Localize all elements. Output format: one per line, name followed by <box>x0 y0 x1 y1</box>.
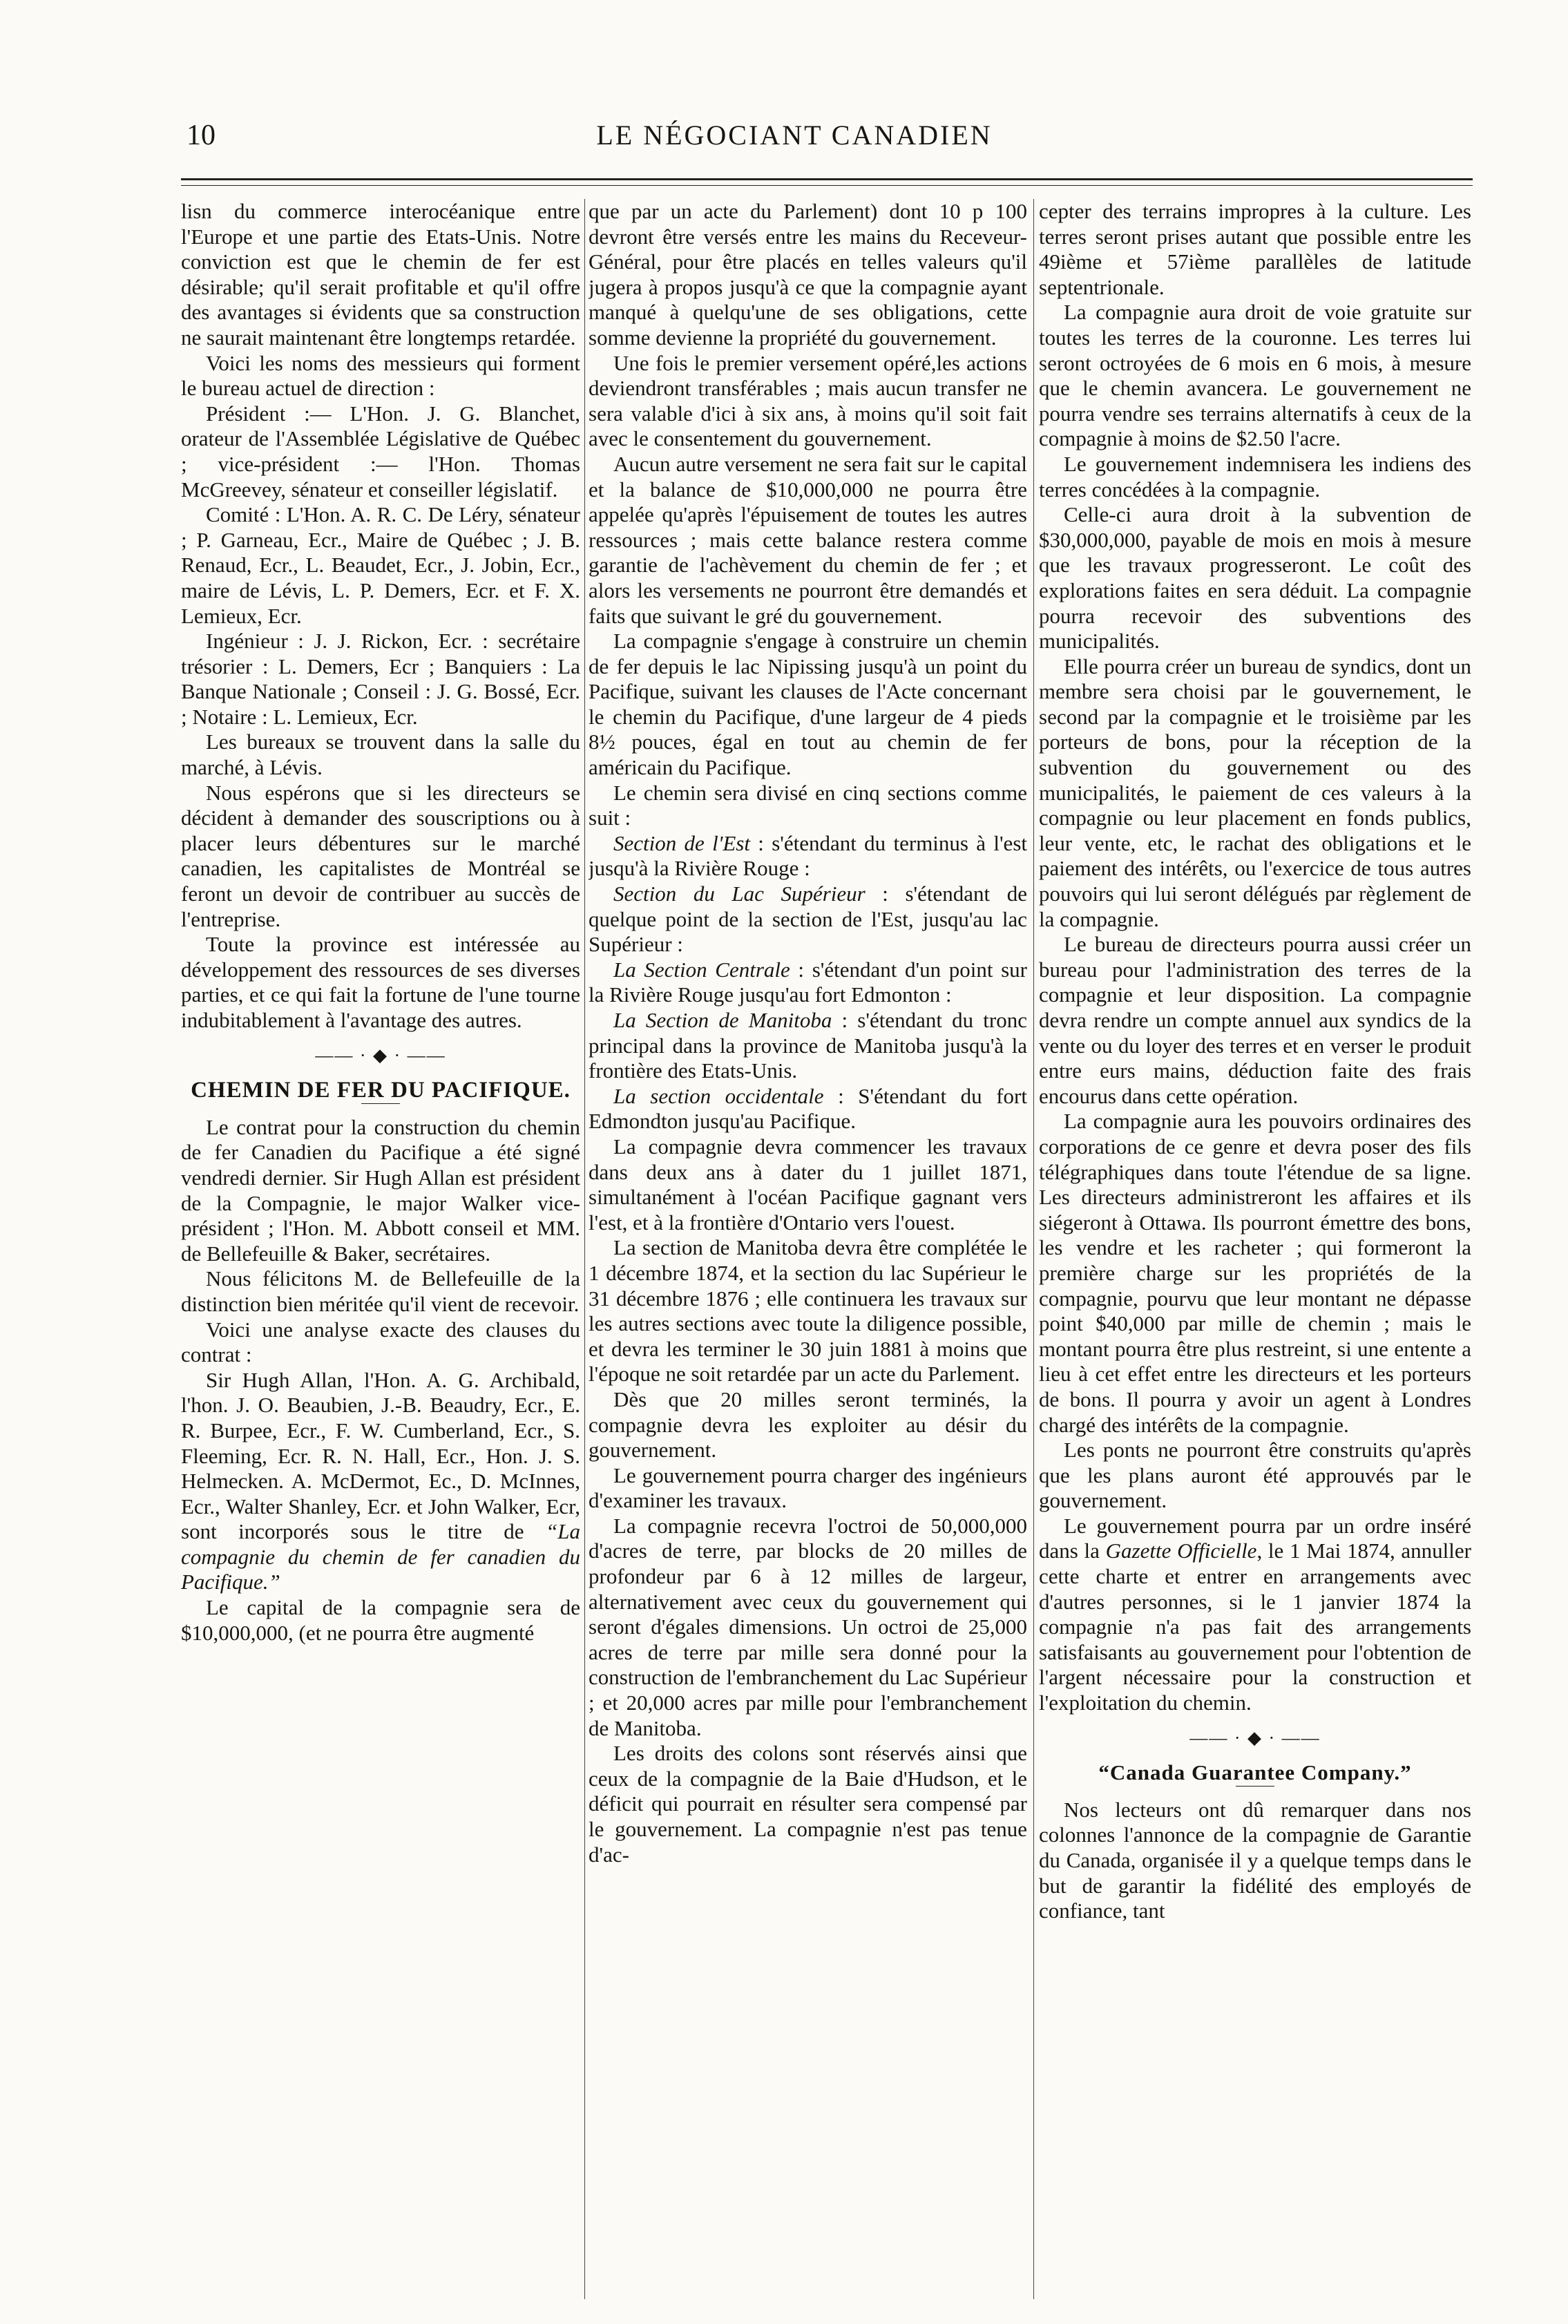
paragraph: Nous félicitons M. de Bellefeuille de la distinction bien méritée qu'il vient de recevoir. <box>181 1266 580 1316</box>
section-text: : s'étendant du tronc principal dans la province de Manitoba jusqu'à la frontière des Etats-Unis. <box>589 1008 1027 1083</box>
italic-title: “La compagnie du chemin de fer canadien du Pacifique.” <box>181 1519 580 1594</box>
section-label: La Section Centrale <box>613 957 790 982</box>
paragraph: La compagnie s'engage à construire un chemin de fer depuis le lac Nipissing jusqu'à un point du Pacifique, suivant les clauses de l'Acte concernant le chemin du Pacifique, d'une largeur de 4 pieds 8½ pouces, égal en tout au chemin de fer américain du Pacifique. <box>589 629 1027 780</box>
section-label: Section de l'Est <box>613 830 750 855</box>
paragraph: Elle pourra créer un bureau de syndics, dont un membre sera choisi par le gouvernement, le second par la compagnie et le troisième par les porteurs de bons, pour la réception de la subvention du gouvernement ou des municipalités, le paiement de ces valeurs à la compagnie ou leur placement en fonds publics, leur vente, etc, le rachat des obligations et le paiement des intérêts, ou l'exercice de tous autres pouvoirs qui lui seront délégués par règlement de la compagnie. <box>1039 654 1471 931</box>
paragraph: Le capital de la compagnie sera de $10,000,000, (et ne pourra être augmenté <box>181 1595 580 1645</box>
header-rule-thick <box>181 178 1473 180</box>
paragraph: La compagnie devra commencer les travaux dans deux ans à dater du 1 juillet 1871, simultanément à l'océan Pacifique gagnant vers l'est, et à la frontière d'Ontario vers l'ouest. <box>589 1134 1027 1235</box>
paragraph: Celle-ci aura droit à la subvention de $30,000,000, payable de mois en mois à mesure que les travaux progresseront. Le coût des explorations faites en sera déduit. La compagnie pourra recevoir des subventions des municipalités. <box>1039 502 1471 654</box>
paragraph: Le contrat pour la construction du chemin de fer Canadien du Pacifique a été signé vendredi dernier. Sir Hugh Allan est président de la Compagnie, le major Walker vice-président ; l'Hon. M. Abbott conseil et MM. de Bellefeuille & Baker, secrétaires. <box>181 1114 580 1266</box>
column-2 <box>589 199 1027 2299</box>
section-text: : s'étendant du terminus à l'est jusqu'à la Rivière Rouge : <box>589 830 1027 881</box>
paragraph: Voici les noms des messieurs qui forment le bureau actuel de direction : <box>181 350 580 401</box>
section-item <box>589 831 1027 882</box>
section-item <box>589 882 1027 958</box>
paragraph: Comité : L'Hon. A. R. C. De Léry, sénateur ; P. Garneau, Ecr., Maire de Québec ; J. B. Renaud, Ecr., L. Beaudet, Ecr., J. Jobin, Ecr., maire de Lévis, L. P. Demers, Ecr. et F. X. Lemieux, Ecr. <box>181 502 580 628</box>
italic-title: Gazette Officielle <box>1105 1539 1257 1563</box>
paragraph: Nos lecteurs ont dû remarquer dans nos colonnes l'annonce de la compagnie de Garantie du Canada, organisée il y a quelque temps dans le but de garantir la fidélité des employés de confiance, tant <box>1039 1797 1471 1923</box>
headline-rule <box>361 1103 400 1104</box>
paragraph: Président :— L'Hon. J. G. Blanchet, orateur de l'Assemblée Législative de Québec ; vice-président :— l'Hon. Thomas McGreevey, sénateur et conseiller législatif. <box>181 401 580 502</box>
page-number: 10 <box>187 120 216 151</box>
section-label: La section occidentale <box>613 1083 824 1108</box>
paragraph: Toute la province est intéressée au développement des ressources de ses diverses parties, et ce qui fait la fortune de l'une tourne indubitablement à l'avantage des autres. <box>181 932 580 1032</box>
paragraph: Une fois le premier versement opéré,les actions deviendront transférables ; mais aucun transfer ne sera valable d'ici à six ans, à moins qu'il soit fait avec le consentement du gouvernement. <box>589 350 1027 451</box>
column-rule <box>1033 199 1034 2299</box>
paragraph: Le chemin sera divisé en cinq sections comme suit : <box>589 780 1027 830</box>
column-1 <box>181 199 580 2299</box>
paragraph: Ingénieur : J. J. Rickon, Ecr. : secrétaire trésorier : L. Demers, Ecr ; Banquiers : La Banque Nationale ; Conseil : J. G. Bossé, Ecr. ; Notaire : L. Lemieux, Ecr. <box>181 629 580 729</box>
column-rule <box>584 199 585 2299</box>
column-3 <box>1039 199 1471 2299</box>
paragraph: lisn du commerce interocéanique entre l'Europe et une partie des Etats-Unis. Notre conviction est que le chemin de fer est désirable; qu'il serait profitable et qu'il offre des avantages si évidents que sa construction ne saurait maintenant être longtemps retardée. <box>181 199 580 350</box>
text-run: Le gouvernement pourra par un ordre inséré dans la <box>1039 1513 1471 1563</box>
paragraph: La compagnie aura droit de voie gratuite sur toutes les terres de la couronne. Les terres lui seront octroyées de 6 mois en 6 mois, à mesure que le chemin avancera. Le gouvernement ne pourra vendre ses terrains alternatifs à ceux de la compagnie à moins de $2.50 l'acre. <box>1039 300 1471 451</box>
paragraph: Nous espérons que si les directeurs se décident à demander des souscriptions ou à placer leurs débentures sur le marché canadien, les capitalistes de Montréal se feront un devoir de contribuer au succès de l'entreprise. <box>181 780 580 931</box>
paragraph <box>181 1368 580 1595</box>
paragraph: Les bureaux se trouvent dans la salle du marché, à Lévis. <box>181 730 580 780</box>
paragraph: que par un acte du Parlement) dont 10 p 100 devront être versés entre les mains du Receveur-Général, pour être placés en telles valeurs qu'il jugera à propos jusqu'à ce que la compagnie ayant manqué à quelqu'une de ses obligations, cette somme devienne la propriété du gouvernement. <box>589 199 1027 350</box>
paragraph: Le gouvernement indemnisera les indiens des terres concédées à la compagnie. <box>1039 451 1471 502</box>
text-run: Sir Hugh Allan, l'Hon. A. G. Archibald, l'hon. J. O. Beaubien, J.-B. Beaudry, Ecr., E. R. Burpee, Ecr., F. W. Cumberland, Ecr., S. Fleeming, Ecr. R. N. Hall, Ecr., Hon. J. S. Helmecken. A. McDermot, Ec., D. McInnes, Ecr., Walter Shanley, Ecr. et John Walker, Ecr, sont incorporés sous le titre de <box>181 1367 580 1544</box>
section-label: Section du Lac Supérieur <box>613 882 866 906</box>
article-headline: “Canada Guarantee Company.” <box>1098 1760 1412 1785</box>
section-separator: —— · ◆ · —— <box>1189 1727 1321 1748</box>
section-item <box>589 958 1027 1008</box>
header-rule-thin <box>181 185 1473 186</box>
section-separator: —— · ◆ · —— <box>315 1045 446 1065</box>
paragraph: cepter des terrains impropres à la culture. Les terres seront prises autant que possible entre les 49ième et 57ième parallèles de latitude septentrionale. <box>1039 199 1471 299</box>
paragraph: Aucun autre versement ne sera fait sur le capital et la balance de $10,000,000 ne pourra être appelée qu'après l'épuisement de toutes les autres ressources ; mais cette balance restera comme garantie de l'achèvement du chemin de fer ; et alors les versements ne pourront être demandés et faits que suivant le gré du gouvernement. <box>589 451 1027 628</box>
paragraph: Voici une analyse exacte des clauses du contrat : <box>181 1317 580 1367</box>
page-header <box>124 119 1464 160</box>
page-title: LE NÉGOCIANT CANADIEN <box>596 120 993 151</box>
paragraph: La compagnie recevra l'octroi de 50,000,000 d'acres de terre, par blocks de 20 milles de profondeur par 6 à 12 milles de largeur, alternativement avec ceux du gouvernement qui seront d'égales dimensions. Un octroi de 25,000 acres de terre par mille sera donné pour la construction de l'embranchement du Lac Supérieur ; et 20,000 acres par mille pour l'embranchement de Manitoba. <box>589 1513 1027 1740</box>
section-label: La Section de Manitoba <box>613 1008 832 1032</box>
paragraph: Les ponts ne pourront être construits qu'après que les plans auront été approuvés par le gouvernement. <box>1039 1438 1471 1513</box>
paragraph: Le gouvernement pourra charger des ingénieurs d'examiner les travaux. <box>589 1463 1027 1513</box>
section-text: : s'étendant d'un point sur la Rivière Rouge jusqu'au fort Edmonton : <box>589 957 1027 1007</box>
paragraph: Dès que 20 milles seront terminés, la compagnie devra les exploiter au désir du gouvernement. <box>589 1387 1027 1463</box>
section-item <box>589 1008 1027 1084</box>
text-run: , le 1 Mai 1874, annuller cette charte et entrer en arrangements avec d'autres personnes, si le 1 janvier 1874 la compagnie n'a pas fait des arrangements satisfaisants au gouvernement pour l'obtention de l'argent nécessaire pour la construction et l'exploitation du chemin. <box>1039 1539 1471 1715</box>
paragraph: Les droits des colons sont réservés ainsi que ceux de la compagnie de la Baie d'Hudson, et le déficit qui pourrait en résulter sera compensé par le gouvernement. La compagnie n'est pas tenue d'ac- <box>589 1741 1027 1867</box>
article-headline: CHEMIN DE FER DU PACIFIQUE. <box>191 1078 571 1103</box>
paragraph: La section de Manitoba devra être complétée le 1 décembre 1874, et la section du lac Supérieur le 31 décembre 1876 ; elle continuera les travaux sur les autres sections avec toute la diligence possible, et devra les terminer le 30 juin 1881 à moins que l'époque ne soit retardée par un acte du Parlement. <box>589 1235 1027 1387</box>
paragraph <box>1039 1514 1471 1716</box>
section-item <box>589 1084 1027 1134</box>
paragraph: Le bureau de directeurs pourra aussi créer un bureau pour l'administration des terres de la compagnie et leur disposition. La compagnie devra rendre un compte annuel aux syndics de la vente ou du loyer des terres et en verser le produit entre eurs mains, déduction faite des frais encourus dans cette opération. <box>1039 932 1471 1108</box>
section-text: : S'étendant du fort Edmondton jusqu'au Pacifique. <box>589 1083 1027 1134</box>
section-text: : s'étendant de quelque point de la section de l'Est, jusqu'au lac Supérieur : <box>589 882 1027 957</box>
paragraph: La compagnie aura les pouvoirs ordinaires des corporations de ce genre et devra poser des fils télégraphiques dans toute l'étendue de sa ligne. Les directeurs administreront les affaires et ils siégeront à Ottawa. Ils pourront émettre des bons, les vendre et les racheter ; qui formeront la première charge sur les propriétés de la compagnie, pourvu que leur montant ne dépasse point $40,000 par mille de chemin ; mais le montant pourra être plus restreint, si une entente a lieu à cet effet entre les directeurs et les porteurs de bons. Il pourra y avoir un agent à Londres chargé des intérêts de la compagnie. <box>1039 1109 1471 1437</box>
headline-rule <box>1236 1786 1274 1787</box>
